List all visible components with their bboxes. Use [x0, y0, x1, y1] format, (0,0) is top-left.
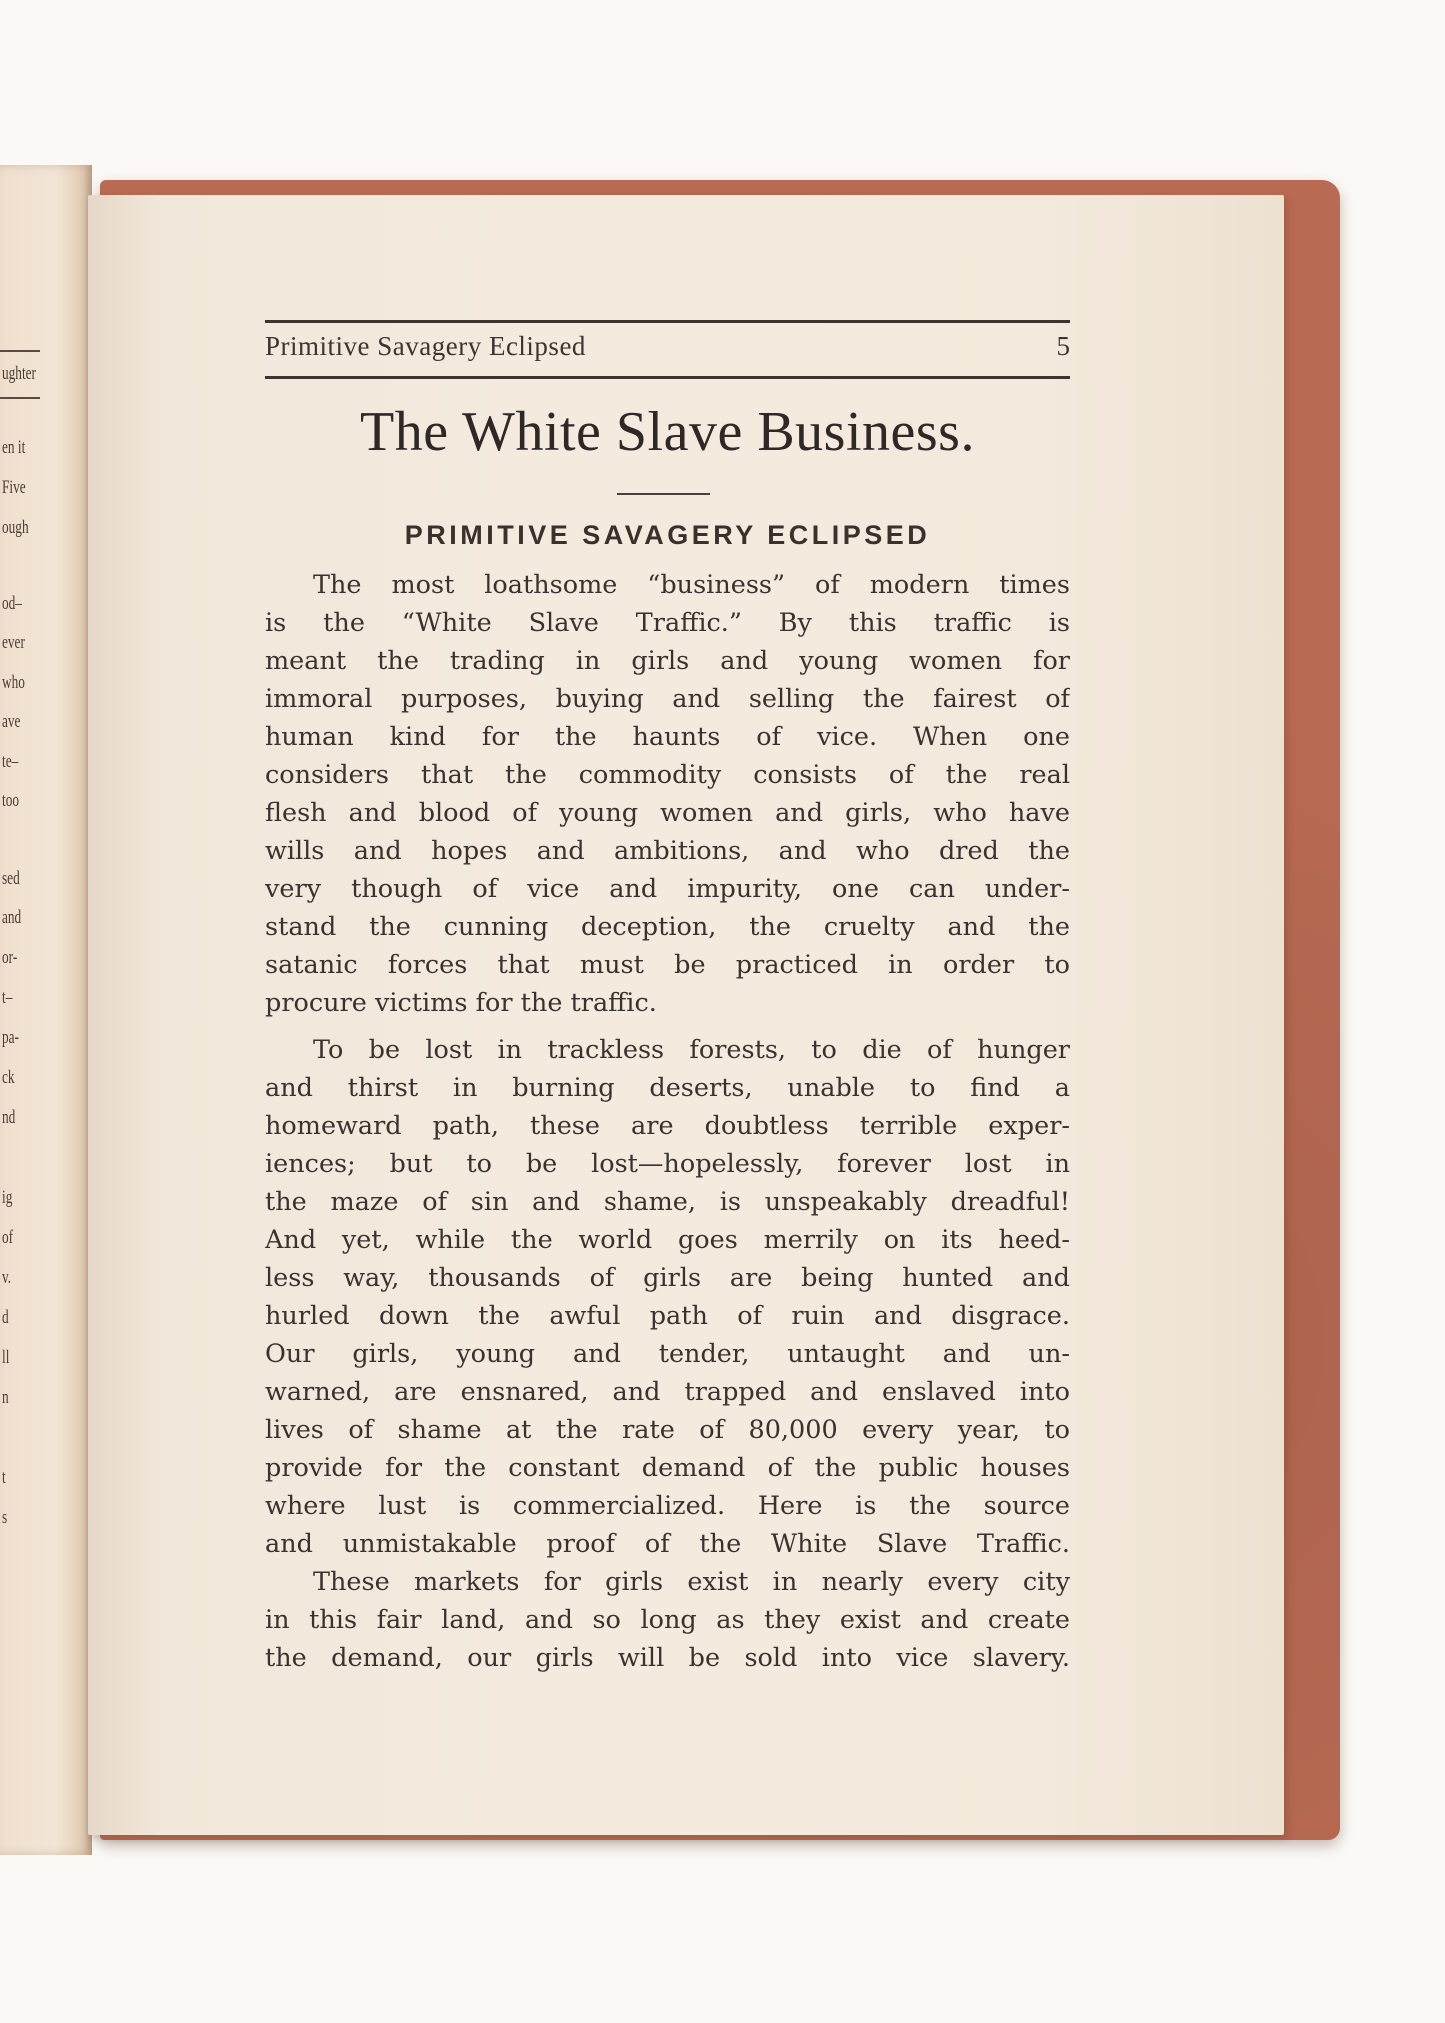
text-line: immoral purposes, buying and selling the fairest of	[265, 684, 1070, 714]
text-line: warned, are ensnared, and trapped and enslaved into	[265, 1377, 1070, 1407]
text-line: The most loathsome “business” of modern times	[313, 570, 1070, 600]
text-line: very though of vice and impurity, one can under-	[265, 874, 1070, 904]
text-line: These markets for girls exist in nearly every city	[313, 1567, 1070, 1597]
facing-page-text: ig	[2, 1187, 13, 1208]
text-line: considers that the commodity consists of the real	[265, 760, 1070, 790]
text-line: is the “White Slave Traffic.” By this traffic is	[265, 608, 1070, 638]
facing-page-rule	[0, 350, 40, 352]
text-line: provide for the constant demand of the public houses	[265, 1453, 1070, 1483]
facing-page-text: too	[2, 790, 19, 811]
text-line: stand the cunning deception, the cruelty and the	[265, 912, 1070, 942]
facing-page-text: and	[2, 907, 22, 928]
text-line: hurled down the awful path of ruin and disgrace.	[265, 1301, 1070, 1331]
facing-page-text: who	[2, 672, 25, 693]
text-line: iences; but to be lost—hopelessly, forever lost in	[265, 1149, 1070, 1179]
facing-page-text: of	[2, 1227, 14, 1248]
facing-page-text: ll	[2, 1347, 10, 1368]
facing-page-text: v.	[2, 1267, 12, 1288]
text-line: in this fair land, and so long as they exist and create	[265, 1605, 1070, 1635]
page-number: 5	[1056, 331, 1070, 361]
facing-page-text: t–	[2, 987, 13, 1008]
facing-page-text: sed	[2, 868, 20, 889]
text-line: meant the trading in girls and young women for	[265, 646, 1070, 676]
text-line: where lust is commercialized. Here is the source	[265, 1491, 1070, 1521]
facing-page-text: t	[2, 1467, 6, 1488]
chapter-title: The White Slave Business.	[360, 401, 975, 463]
text-line: wills and hopes and ambitions, and who dred the	[265, 836, 1070, 866]
facing-page-text: pa-	[2, 1027, 19, 1048]
facing-page-text: ough	[2, 517, 29, 538]
facing-page-text: s	[2, 1507, 8, 1528]
text-line: procure victims for the traffic.	[265, 988, 657, 1018]
facing-page-text: ck	[2, 1067, 15, 1088]
text-line: To be lost in trackless forests, to die of hunger	[313, 1035, 1070, 1065]
text-line: lives of shame at the rate of 80,000 every year, to	[265, 1415, 1070, 1445]
facing-page-text: nd	[2, 1107, 16, 1128]
text-line: less way, thousands of girls are being hunted and	[265, 1263, 1070, 1293]
section-heading: PRIMITIVE SAVAGERY ECLIPSED	[404, 520, 931, 550]
text-line: Our girls, young and tender, untaught and un-	[265, 1339, 1070, 1369]
facing-page-text: or-	[2, 947, 18, 968]
facing-page-text: Five	[2, 477, 26, 498]
facing-page-text: n	[2, 1387, 9, 1408]
text-line: and thirst in burning deserts, unable to find a	[265, 1073, 1070, 1103]
text-line: And yet, while the world goes merrily on its heed-	[265, 1225, 1070, 1255]
facing-page-rule	[0, 397, 40, 399]
facing-page-text: ughter	[2, 363, 36, 384]
facing-page-text: ever	[2, 632, 25, 653]
text-line: the maze of sin and shame, is unspeakably dreadful!	[265, 1187, 1070, 1217]
running-head	[265, 331, 1070, 367]
text-line: homeward path, these are doubtless terrible exper-	[265, 1111, 1070, 1141]
facing-page-text: en it	[2, 437, 26, 458]
header-rule-top	[265, 320, 1070, 323]
text-line: satanic forces that must be practiced in order to	[265, 950, 1070, 980]
running-head-title: Primitive Savagery Eclipsed	[265, 331, 586, 361]
facing-page-text: d	[2, 1307, 9, 1328]
text-line: flesh and blood of young women and girls, who have	[265, 798, 1070, 828]
body-text	[265, 566, 1070, 1677]
facing-page-text: te–	[2, 751, 19, 772]
header-rule-bottom	[265, 376, 1070, 379]
facing-page	[0, 165, 92, 1855]
title-divider	[617, 493, 710, 495]
facing-page-text: od–	[2, 593, 22, 614]
text-line: human kind for the haunts of vice. When one	[265, 722, 1070, 752]
text-line: and unmistakable proof of the White Slave Traffic.	[265, 1529, 1070, 1559]
facing-page-text: ave	[2, 711, 21, 732]
text-line: the demand, our girls will be sold into vice slavery.	[265, 1643, 1070, 1673]
